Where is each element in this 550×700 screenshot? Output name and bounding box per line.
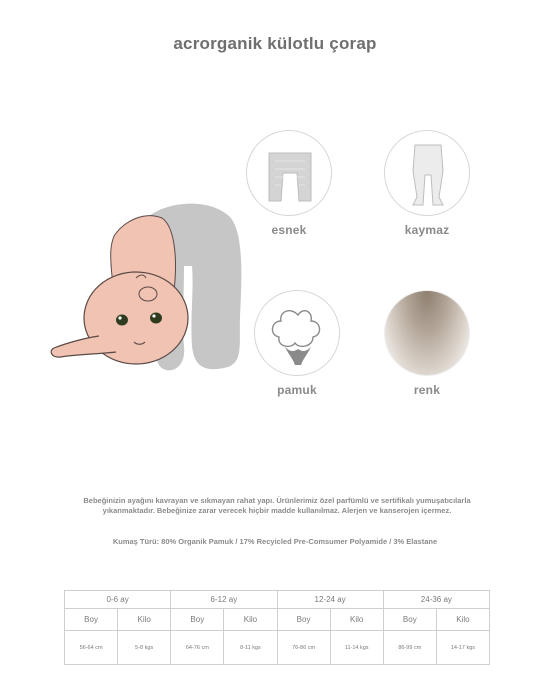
- baby-eye-right: [150, 313, 162, 324]
- boy-value: 76-86 cm: [277, 631, 330, 665]
- feature-esnek: [246, 130, 332, 237]
- age-header: 24-36 ay: [383, 591, 489, 609]
- kilo-value: 8-11 kgs: [224, 631, 277, 665]
- page-title: acrorganik külotlu çorap: [173, 34, 377, 53]
- age-header: 12-24 ay: [277, 591, 383, 609]
- kilo-value: 14-17 kgs: [436, 631, 489, 665]
- stretch-tights-icon: [246, 130, 332, 216]
- feature-pamuk: [254, 290, 340, 397]
- age-header: 6-12 ay: [171, 591, 277, 609]
- feature-renk: [384, 290, 470, 397]
- feature-label: pamuk: [277, 383, 317, 397]
- boy-value: 86-99 cm: [383, 631, 436, 665]
- feature-kaymaz: [384, 130, 470, 237]
- kilo-value: 11-14 kgs: [330, 631, 383, 665]
- baby-illustration: [44, 196, 254, 382]
- feature-label: kaymaz: [404, 223, 450, 237]
- fabric-type: Kumaş Türü: 80% Organik Pamuk / 17% Recyicled Pre-Comsumer Polyamide / 3% Elastane: [112, 537, 438, 546]
- column-header-row: [65, 609, 490, 631]
- values-row: [65, 631, 490, 665]
- kilo-value: 5-8 kgs: [118, 631, 171, 665]
- non-slip-tights-icon: [384, 130, 470, 216]
- boy-header: Boy: [65, 609, 118, 631]
- kilo-header: Kilo: [330, 609, 383, 631]
- boy-header: Boy: [277, 609, 330, 631]
- boy-header: Boy: [383, 609, 436, 631]
- feature-label: esnek: [271, 223, 307, 237]
- kilo-header: Kilo: [118, 609, 171, 631]
- age-header: 0-6 ay: [65, 591, 171, 609]
- size-table: [64, 590, 490, 665]
- cotton-icon: [254, 290, 340, 376]
- boy-value: 56-64 cm: [65, 631, 118, 665]
- baby-eye-left: [116, 315, 128, 326]
- kilo-header: Kilo: [224, 609, 277, 631]
- color-swatch-icon: [384, 290, 470, 376]
- age-row: [65, 591, 490, 609]
- kilo-header: Kilo: [436, 609, 489, 631]
- product-description: Bebeğinizin ayağını kavrayan ve sıkmayan rahat yapı. Ürünlerimiz özel parfümlü ve sertifikalı yumuşatıcılarla yıkanmaktadır. Bebeğinize zarar verecek hiçbir madde kullanılmaz. Alerjen ve kanserojen içermez.: [83, 496, 471, 515]
- feature-label: renk: [413, 383, 441, 397]
- boy-header: Boy: [171, 609, 224, 631]
- baby-ear: [139, 287, 157, 301]
- boy-value: 64-76 cm: [171, 631, 224, 665]
